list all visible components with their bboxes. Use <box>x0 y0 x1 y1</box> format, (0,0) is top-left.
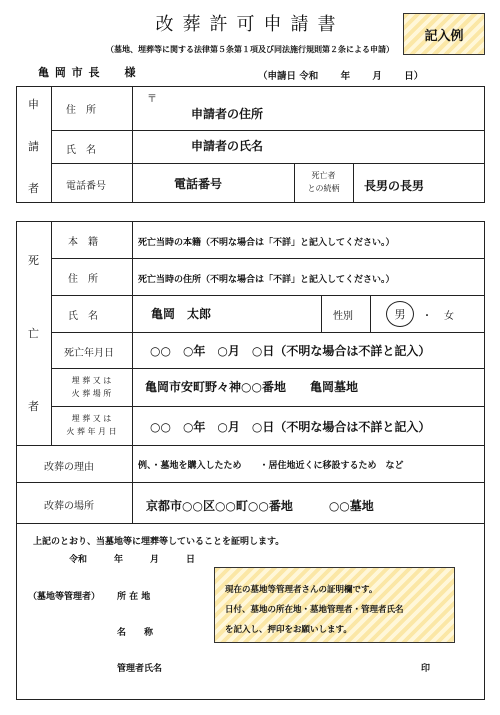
sex-label: 性別 <box>333 311 353 322</box>
instruction-note: 現在の墓地等管理者さんの証明欄です。 日付、墓地の所在地・墓地管理者・管理者氏名 を記入し、押印をお願いします。 <box>214 567 455 643</box>
deceased-name-value[interactable]: 亀岡 太郎 <box>151 307 212 321</box>
sex-male-circled[interactable]: 男 <box>386 301 414 327</box>
applicant-name-label: 氏 名 <box>66 145 96 156</box>
death-date-value[interactable]: ○○ ○年 ○月 ○日（不明な場合は不詳と記入） <box>150 344 431 358</box>
applicant-section-label: 申 請 者 <box>28 98 39 195</box>
certification-date[interactable]: 令和 年 月 日 <box>69 555 196 565</box>
applicant-address-value[interactable]: 申請者の住所 <box>191 107 264 121</box>
deceased-section-label: 死 亡 者 <box>28 254 39 413</box>
deceased-name-label: 氏 名 <box>68 311 98 322</box>
certification-statement: 上記のとおり、当墓地等に埋葬等していることを証明します。 <box>33 537 285 547</box>
place-value[interactable]: 京都市○○区○○町○○番地 ○○墓地 <box>146 499 374 513</box>
deceased-address-label: 住 所 <box>68 274 98 285</box>
sex-female[interactable]: 女 <box>444 311 454 322</box>
deceased-address-value[interactable]: 死亡当時の住所（不明な場合は「不詳」と記入してください。） <box>138 275 395 285</box>
burial-date-value[interactable]: ○○ ○年 ○月 ○日（不明な場合は不詳と記入） <box>150 420 431 434</box>
page-title: 改葬許可申請書 <box>155 14 345 35</box>
burial-place-value[interactable]: 亀岡市安町野々神○○番地 亀岡墓地 <box>145 380 358 394</box>
place-label: 改葬の場所 <box>44 501 94 512</box>
burial-date-label: 埋 葬 又 は 火 葬 年 月 日 <box>66 414 117 436</box>
domicile-value[interactable]: 死亡当時の本籍（不明な場合は「不詳」と記入してください。） <box>138 238 395 248</box>
sample-badge: 記入例 <box>403 13 485 55</box>
relation-label: 死亡者 との続柄 <box>307 171 340 193</box>
applicant-phone-value[interactable]: 電話番号 <box>174 177 223 191</box>
domicile-label: 本 籍 <box>68 237 98 248</box>
cemetery-name-label: 名 称 <box>117 628 154 638</box>
postal-mark: 〒 <box>147 94 157 105</box>
reason-value[interactable]: 例、・墓地を購入したため ・居住地近くに移設するため など <box>138 461 404 471</box>
deceased-table <box>16 221 485 524</box>
reason-label: 改葬の理由 <box>44 462 94 473</box>
addressee: 亀 岡 市 長 様 <box>38 66 137 79</box>
legal-basis: （墓地、埋葬等に関する法律第５条第１項及び同法施行規則第２条による申請） <box>106 45 394 54</box>
manager-label: （墓地等管理者） <box>28 592 101 602</box>
seal-mark: 印 <box>421 664 431 674</box>
location-label: 所 在 地 <box>117 592 151 602</box>
sex-separator: ・ <box>422 311 432 322</box>
relation-value[interactable]: 長男の長男 <box>364 179 425 193</box>
applicant-address-label: 住 所 <box>66 105 96 116</box>
application-date: （申請日 令和 年 月 日） <box>258 71 424 82</box>
burial-place-label: 埋 葬 又 は 火 葬 場 所 <box>71 376 112 398</box>
applicant-name-value[interactable]: 申請者の氏名 <box>191 139 264 153</box>
applicant-phone-label: 電話番号 <box>66 181 106 192</box>
death-date-label: 死亡年月日 <box>64 348 114 359</box>
manager-name-label: 管理者氏名 <box>117 664 163 674</box>
